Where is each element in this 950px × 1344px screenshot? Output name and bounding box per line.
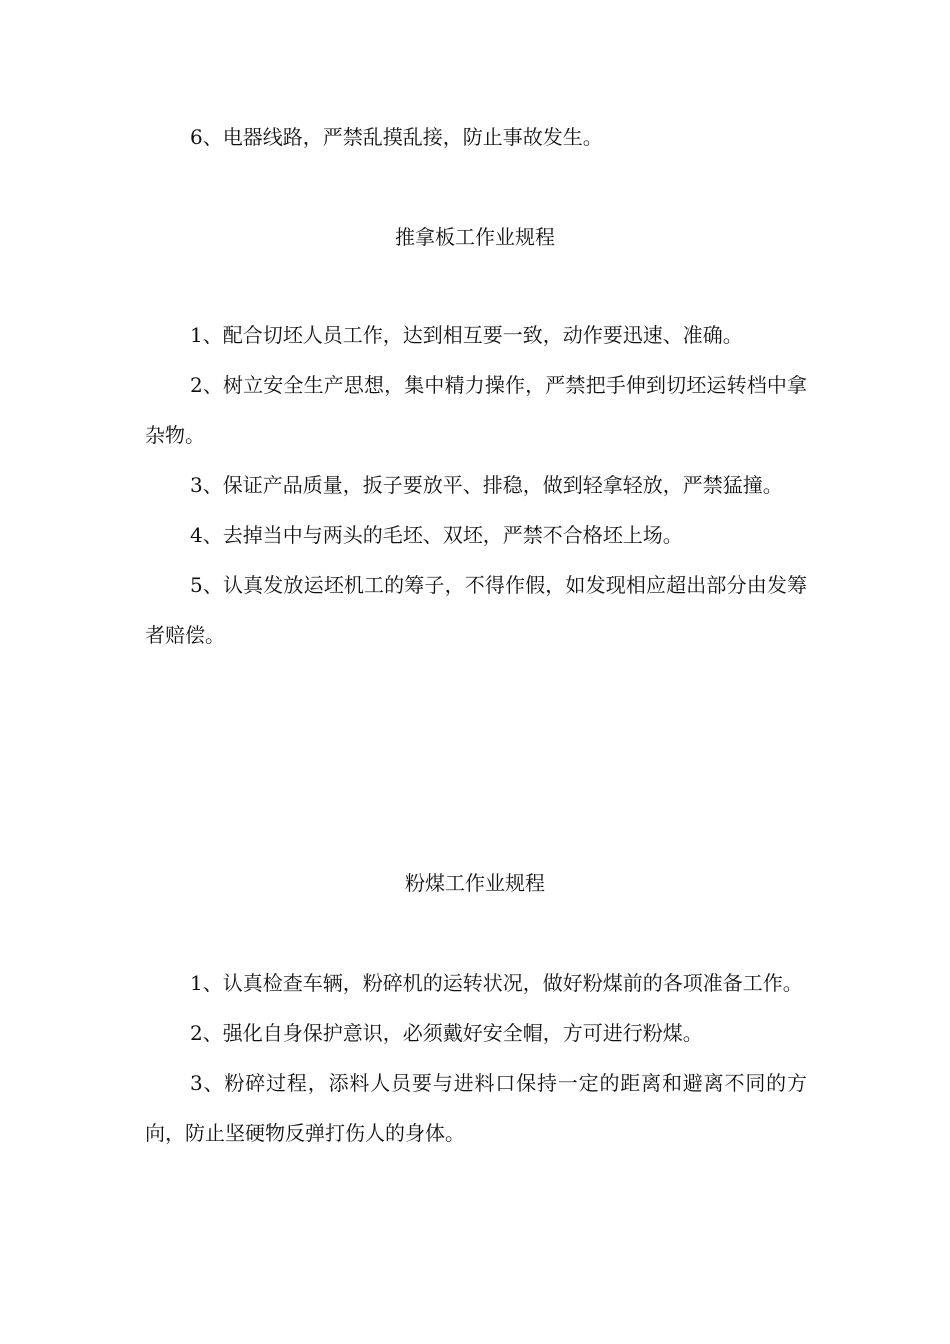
list-item: 1、配合切坯人员工作，达到相互要一致，动作要迅速、准确。: [190, 323, 743, 347]
section-title-push-board: 推拿板工作业规程: [395, 225, 555, 249]
list-item: 3、粉碎过程，添料人员要与进料口保持一定的距离和避离不同的方向，防止坚硬物反弹打伤人的身体。: [145, 1071, 807, 1145]
section-body-coal-powder: [145, 958, 807, 1158]
paragraph-item-6: 6、电器线路，严禁乱摸乱接，防止事故发生。: [190, 125, 603, 149]
section-title-coal-powder: 粉煤工作业规程: [405, 871, 545, 895]
list-item: 5、认真发放运坯机工的筹子，不得作假，如发现相应超出部分由发筹者赔偿。: [145, 573, 807, 647]
list-item: 1、认真检查车辆，粉碎机的运转状况，做好粉煤前的各项准备工作。: [190, 971, 803, 995]
list-item: 2、树立安全生产思想，集中精力操作，严禁把手伸到切坯运转档中拿杂物。: [145, 373, 807, 447]
section-body-push-board: [145, 310, 807, 660]
list-item: 2、强化自身保护意识，必须戴好安全帽，方可进行粉煤。: [190, 1021, 703, 1045]
list-item: 3、保证产品质量，扳子要放平、排稳，做到轻拿轻放，严禁猛撞。: [190, 473, 783, 497]
list-item: 4、去掉当中与两头的毛坯、双坯，严禁不合格坯上场。: [190, 523, 683, 547]
